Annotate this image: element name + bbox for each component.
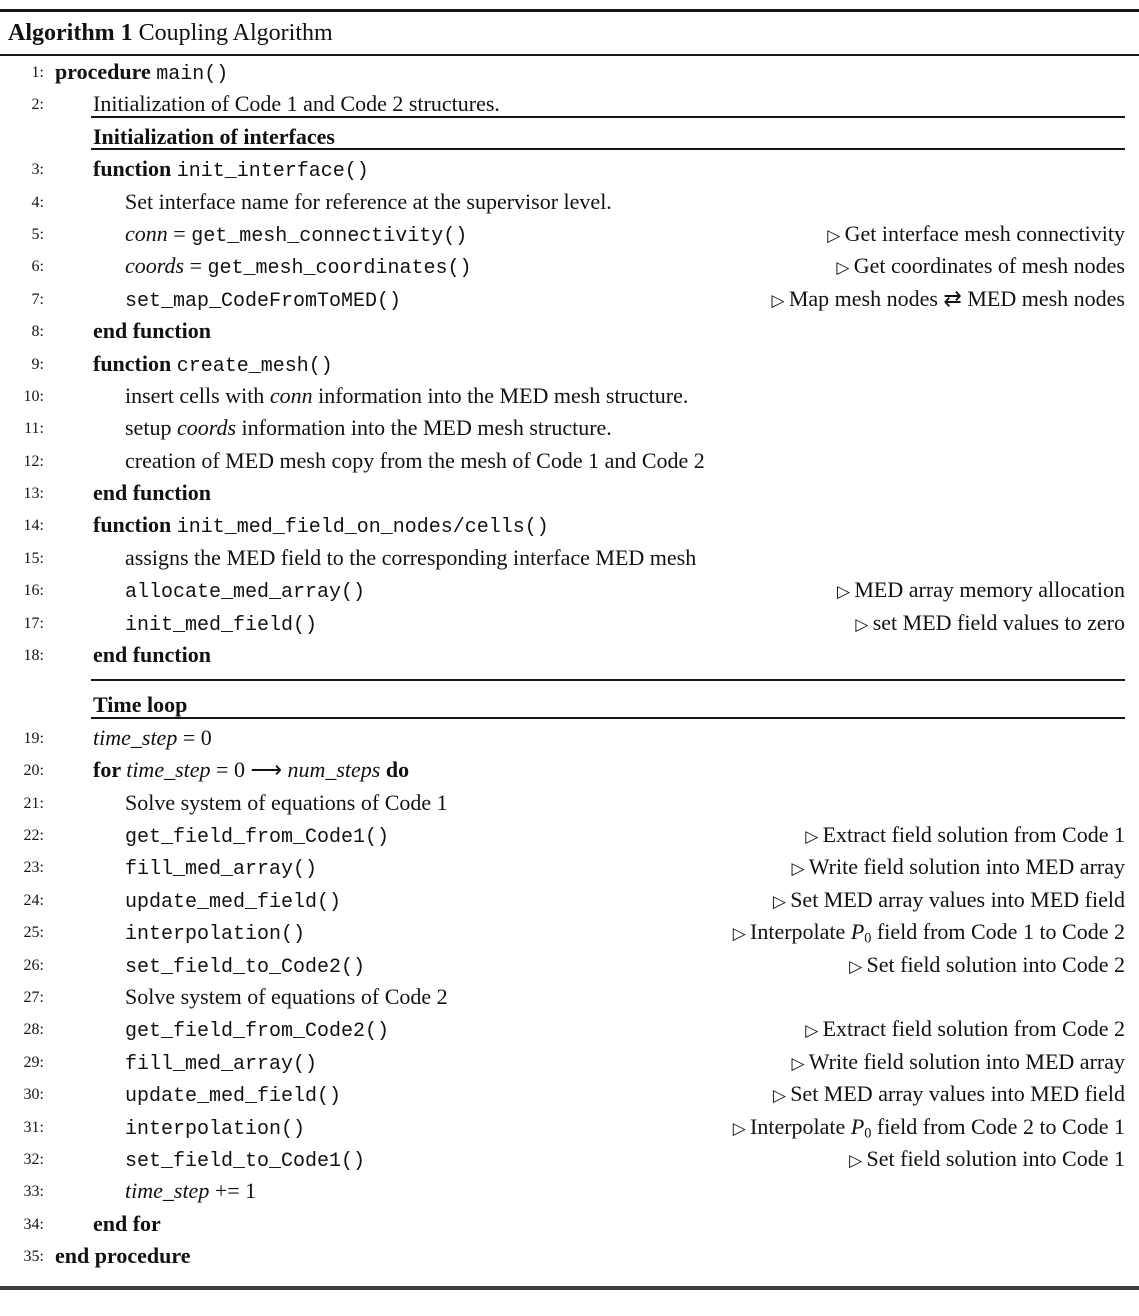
line-comment (836, 250, 1125, 284)
segment-txt: Set MED array values into MED field (790, 1081, 1125, 1107)
segment-kw: end function (93, 318, 211, 344)
segment-txt: Set interface name for reference at the supervisor level. (125, 188, 612, 214)
segment-code: set_map_CodeFromToMED() (125, 289, 402, 313)
segment-txt: creation of MED mesh copy from the mesh of Code 1 and Code 2 (125, 447, 705, 473)
algorithm-line (0, 1013, 1139, 1045)
line-number (0, 121, 44, 153)
line-content (0, 754, 1139, 786)
line-number: 13: (23, 485, 44, 503)
segment-code: create_mesh() (176, 354, 333, 378)
segment-kw: function (93, 512, 177, 538)
line-content (0, 445, 1139, 477)
segment-txt: Initialization of Code 1 and Code 2 structures. (93, 91, 500, 117)
algorithm-caption-title: Coupling Algorithm (132, 20, 333, 46)
line-comment (805, 819, 1125, 853)
algorithm-line (0, 1175, 1139, 1207)
line-number: 30: (23, 1086, 44, 1104)
comment-marker-icon: ▷ (855, 614, 873, 634)
algorithm-line (0, 218, 1139, 250)
segment-txt: = (184, 253, 208, 279)
segment-sub: 0 (864, 930, 872, 947)
segment-code: set_field_to_Code2() (125, 955, 366, 979)
algorithm-line (0, 574, 1139, 606)
line-number: 25: (23, 924, 44, 942)
line-number: 3: (31, 161, 44, 179)
algorithm-line (0, 56, 1139, 88)
line-content (0, 380, 1139, 412)
line-number: 4: (31, 193, 44, 211)
line-number: 23: (23, 859, 44, 877)
segment-code: get_mesh_coordinates() (207, 257, 472, 281)
segment-sub: 0 (864, 1125, 872, 1142)
algorithm-line (0, 981, 1139, 1013)
line-comment (849, 949, 1125, 983)
segment-var: time_step (93, 724, 178, 750)
segment-kw: procedure (55, 59, 157, 84)
segment-txt: information into the MED mesh structure. (312, 382, 689, 408)
segment-kw: end function (93, 480, 211, 506)
line-content (0, 722, 1139, 754)
algorithm-line (0, 283, 1139, 315)
line-content (0, 56, 1139, 91)
line-number: 29: (23, 1053, 44, 1071)
segment-var: P (850, 1113, 865, 1139)
segment-var: time_step (126, 757, 211, 783)
segment-txt: Solve system of equations of Code 1 (125, 789, 448, 815)
segment-txt: Extract field solution from Code 1 (822, 821, 1125, 847)
line-content (0, 412, 1139, 444)
segment-var: conn (125, 220, 168, 246)
line-comment (773, 884, 1125, 918)
section-separator (0, 671, 1139, 689)
comment-marker-icon: ▷ (772, 1086, 791, 1106)
line-content (0, 186, 1139, 218)
algorithm-line (0, 348, 1139, 380)
line-content (0, 348, 1139, 383)
underline-rule (91, 116, 1125, 118)
line-comment (855, 607, 1125, 641)
line-content (0, 542, 1139, 574)
line-content (0, 1240, 1139, 1272)
segment-var: P (850, 919, 865, 945)
algorithm-line (0, 639, 1139, 671)
line-content (0, 509, 1139, 544)
segment-code: interpolation() (125, 923, 306, 947)
segment-kw: Time loop (93, 692, 188, 718)
line-number: 17: (23, 614, 44, 632)
segment-var: num_steps (287, 757, 381, 783)
algorithm-line (0, 88, 1139, 120)
line-number: 21: (23, 794, 44, 812)
segment-kw: for (93, 757, 127, 783)
algorithm-line (0, 412, 1139, 444)
algorithm-line (0, 1046, 1139, 1078)
line-number: 6: (31, 258, 44, 276)
line-comment (805, 1013, 1125, 1047)
line-comment (791, 851, 1125, 885)
line-content (0, 153, 1139, 188)
segment-code: get_field_from_Code1() (125, 825, 390, 849)
algorithm-line (0, 380, 1139, 412)
line-number: 14: (23, 517, 44, 535)
line-number: 9: (31, 355, 44, 373)
line-comment (791, 1046, 1125, 1080)
algorithm-line (0, 315, 1139, 347)
segment-txt: += 1 (209, 1178, 257, 1204)
segment-txt: set MED field values to zero (872, 609, 1125, 635)
segment-code: fill_med_array() (125, 858, 318, 882)
segment-var: conn (269, 382, 313, 408)
segment-kw: end procedure (55, 1243, 191, 1269)
algorithm-line (0, 1240, 1139, 1272)
algorithm-section-header (0, 689, 1139, 721)
segment-txt: Solve system of equations of Code 2 (125, 983, 448, 1009)
line-number: 16: (23, 582, 44, 600)
algorithm-line (0, 509, 1139, 541)
segment-txt: Get interface mesh connectivity (844, 220, 1125, 246)
algorithm-line (0, 787, 1139, 819)
segment-txt: Interpolate (750, 1113, 851, 1139)
comment-marker-icon: ▷ (805, 826, 823, 846)
line-number: 18: (23, 647, 44, 665)
segment-txt: = (167, 220, 192, 246)
line-number: 5: (31, 225, 44, 243)
line-comment (827, 218, 1125, 252)
segment-var: coords (125, 253, 185, 279)
comment-marker-icon: ▷ (732, 1118, 751, 1138)
line-number: 7: (31, 290, 44, 308)
segment-code: init_med_field_on_nodes/cells() (176, 516, 549, 540)
segment-kw: function (93, 350, 177, 376)
segment-code: set_field_to_Code1() (125, 1149, 366, 1173)
algorithm-line (0, 1078, 1139, 1110)
segment-txt: field from Code 1 to Code 2 (871, 919, 1125, 945)
algorithm-line (0, 1143, 1139, 1175)
segment-txt: setup (125, 415, 177, 441)
segment-code: main() (156, 63, 229, 86)
algorithm-line (0, 542, 1139, 574)
segment-txt: Set field solution into Code 1 (866, 1145, 1125, 1171)
algorithm-line (0, 607, 1139, 639)
line-number: 10: (23, 387, 44, 405)
line-number: 22: (23, 826, 44, 844)
segment-txt: Set field solution into Code 2 (866, 951, 1125, 977)
underline-rule (91, 717, 1125, 719)
algorithm-line (0, 1111, 1139, 1143)
segment-txt: field from Code 2 to Code 1 (871, 1113, 1125, 1139)
comment-marker-icon: ▷ (836, 258, 854, 278)
segment-code: allocate_med_array() (125, 581, 366, 605)
algorithm-line (0, 722, 1139, 754)
comment-marker-icon: ▷ (849, 956, 867, 976)
line-number: 27: (23, 988, 44, 1006)
segment-txt: Map mesh nodes ⇄ MED mesh nodes (788, 285, 1125, 311)
segment-txt: Get coordinates of mesh nodes (853, 253, 1125, 279)
comment-marker-icon: ▷ (837, 582, 855, 602)
segment-var: time_step (125, 1178, 210, 1204)
section-rule (91, 679, 1125, 681)
line-number: 1: (31, 64, 44, 81)
comment-marker-icon: ▷ (791, 1053, 809, 1073)
segment-txt: Set MED array values into MED field (790, 886, 1125, 912)
segment-kw: do (380, 757, 410, 783)
algorithm-line (0, 916, 1139, 948)
segment-kw: Initialization of interfaces (93, 123, 335, 149)
algorithm-line (0, 884, 1139, 916)
comment-marker-icon: ▷ (772, 891, 791, 911)
segment-code: update_med_field() (125, 1085, 342, 1109)
segment-txt: insert cells with (125, 382, 270, 408)
algorithm-line (0, 153, 1139, 185)
line-number: 35: (23, 1248, 44, 1266)
line-number: 19: (23, 729, 44, 747)
line-content (0, 1208, 1139, 1240)
segment-txt: assigns the MED field to the corresponding interface MED mesh (125, 544, 697, 570)
line-number: 15: (23, 549, 44, 567)
line-content (0, 787, 1139, 819)
line-comment (771, 283, 1125, 317)
line-number (0, 689, 44, 721)
algorithm-line (0, 250, 1139, 282)
algorithm-line (0, 819, 1139, 851)
algorithm-line (0, 851, 1139, 883)
segment-txt: Write field solution into MED array (808, 1048, 1125, 1074)
segment-txt: Interpolate (750, 919, 851, 945)
algorithm-line (0, 186, 1139, 218)
line-number: 26: (23, 956, 44, 974)
segment-code: get_mesh_connectivity() (191, 224, 468, 248)
comment-marker-icon: ▷ (849, 1150, 867, 1170)
line-number: 12: (23, 452, 44, 470)
algorithm-line (0, 949, 1139, 981)
line-number: 34: (23, 1215, 44, 1233)
line-number: 8: (31, 323, 44, 341)
line-comment (773, 1078, 1125, 1112)
algorithm-line (0, 477, 1139, 509)
algorithm-line (0, 1208, 1139, 1240)
line-number: 33: (23, 1183, 44, 1201)
segment-txt: MED array memory allocation (854, 577, 1125, 603)
segment-code: fill_med_array() (125, 1052, 318, 1076)
segment-txt: Write field solution into MED array (808, 854, 1125, 880)
line-number: 28: (23, 1021, 44, 1039)
line-comment (849, 1143, 1125, 1177)
line-number: 20: (23, 762, 44, 780)
line-comment (837, 574, 1125, 608)
algorithm-caption-label: Algorithm 1 (8, 20, 133, 46)
segment-txt: Extract field solution from Code 2 (822, 1016, 1125, 1042)
comment-marker-icon: ▷ (771, 290, 789, 310)
segment-code: init_med_field() (125, 613, 318, 637)
comment-marker-icon: ▷ (791, 859, 809, 879)
segment-kw: function (93, 156, 177, 182)
comment-marker-icon: ▷ (732, 924, 751, 944)
segment-var: coords (176, 415, 237, 441)
comment-marker-icon: ▷ (805, 1021, 823, 1041)
underline-rule (91, 148, 1125, 150)
segment-code: get_field_from_Code2() (125, 1020, 390, 1044)
segment-txt: information into the MED mesh structure. (236, 415, 612, 441)
segment-code: init_interface() (176, 160, 369, 184)
line-content (0, 1175, 1139, 1207)
line-number: 2: (31, 96, 44, 114)
algorithm-body (0, 56, 1139, 1272)
algorithm-caption (0, 12, 1139, 54)
algorithm-line (0, 754, 1139, 786)
line-number: 31: (23, 1118, 44, 1136)
segment-code: update_med_field() (125, 890, 342, 914)
segment-code: interpolation() (125, 1117, 306, 1141)
algorithm-section-header (0, 121, 1139, 153)
comment-marker-icon: ▷ (827, 225, 845, 245)
segment-txt: = 0 ⟶ (210, 757, 288, 783)
algorithm-line (0, 445, 1139, 477)
bottom-rule (0, 1286, 1139, 1290)
line-content (0, 477, 1139, 509)
line-number: 32: (23, 1150, 44, 1168)
line-number: 11: (24, 420, 44, 438)
line-content (0, 639, 1139, 671)
segment-kw: end function (93, 642, 211, 668)
segment-txt: = 0 (177, 724, 212, 750)
line-number: 24: (23, 891, 44, 909)
line-content (0, 315, 1139, 347)
segment-kw: end for (93, 1210, 161, 1236)
line-content (0, 981, 1139, 1013)
